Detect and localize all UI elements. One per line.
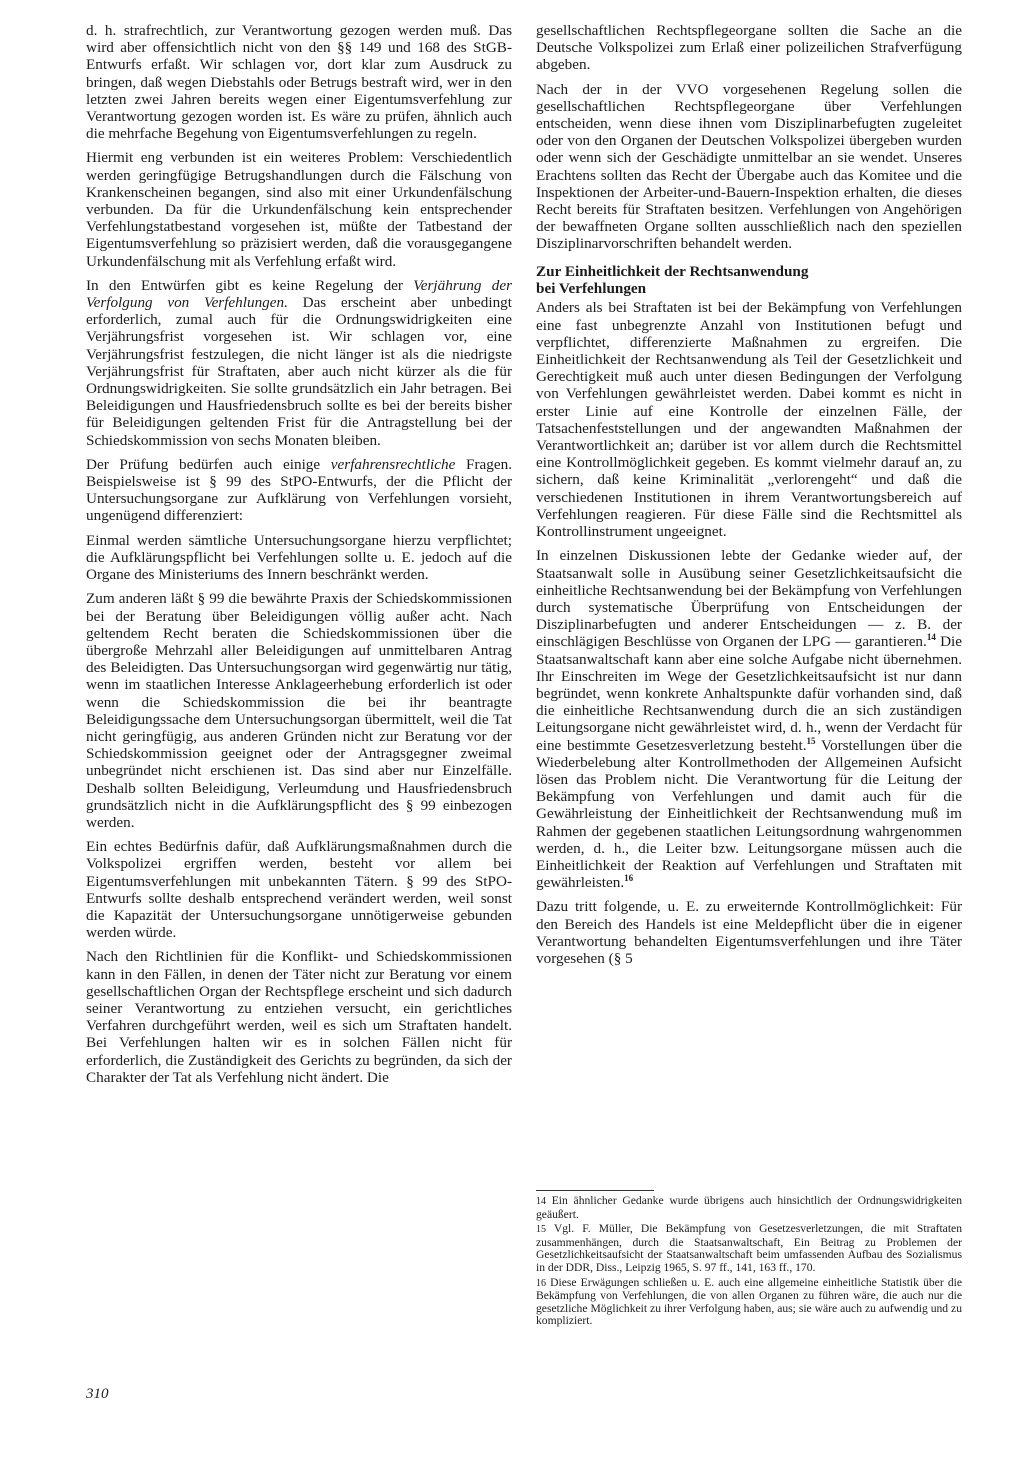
footnotes (536, 1190, 962, 1330)
paragraph: Ein echtes Bedürfnis dafür, daß Aufklärungsmaßnahmen durch die Volkspolizei ergriffen werden, besteht vor allem bei Eigentumsverfehlungen mit unbekannten Tätern. § 99 des StPO-Entwurfs sollte deshalb entsprechend verändert werden, weil sonst die Kapazität der Untersuchungsorgane unnötigerweise gebunden werden würde. (86, 838, 512, 942)
footnote-number: 15 (536, 1224, 546, 1236)
footnote-divider (536, 1190, 654, 1191)
paragraph: d. h. strafrechtlich, zur Verantwortung gezogen werden muß. Das wird aber offensichtlich nicht von den §§ 149 und 168 des StGB-Entwurfs erfaßt. Wir schlagen vor, dort klar zum Ausdruck zu bringen, daß wegen Diebstahls oder Betrugs bestraft wird, wer in den letzten zwei Jahren bereits wegen einer Eigentumsverfehlung zur Verantwortung gezogen worden ist. Es wäre zu prüfen, ähnlich auch die mehrfache Begehung von Eigentumsverfehlungen zu regeln. (86, 22, 512, 143)
section-heading (536, 263, 962, 298)
italic-term: verfahrensrechtliche (330, 455, 456, 473)
paragraph: Anders als bei Straftaten ist bei der Bekämpfung von Verfehlungen eine fast unbegrenzte Anzahl von Institutionen befugt und verpflichtet, differenzierte Maßnahmen zu ergreifen. Die Einheitlichkeit der Rechtsanwendung als Teil der Gesetzlichkeit und Gerechtigkeit muß auch unter diesen Bedingungen der Verfolgung von Verfehlungen gewährleistet werden. Dabei kommt es nicht in erster Linie auf eine Kontrolle der einzelnen Fälle, der Tatsachenfeststellungen und der angewandten Maßnahmen der Verantwortlichkeit an; darüber ist vor allem durch die Rechtsmittel eine Kontrollmöglichkeit gegeben. Es kommt vielmehr darauf an, zu sichern, daß keine Kriminalität „verlorengeht“ und daß die verschiedenen Institutionen in ihrem Verantwortungsbereich auf Verfehlungen reagieren. Für diese Fälle sind die Rechtsmittel als Kontrollinstrument ungeeignet. (536, 299, 962, 541)
footnote-ref[interactable]: 14 (926, 632, 936, 643)
text-run: Vorstellungen über die Wiederbelebung alter Kontrollmethoden der Allgemeinen Aufsicht lösen das Problem nicht. Die Verantwortung für die Leitung der Bekämpfung von Verfehlungen und damit auch für die Gewährleistung der Einheitlichkeit der Rechtsanwendung muß im Rahmen der gegebenen staatlichen Leitungsordnung wahrgenommen werden, d. h., die Leiter bzw. Leitungsorgane müssen auch die Einheitlichkeit der Reaktion auf Verfehlungen und Straftaten mit gewährleisten. (536, 736, 962, 892)
text-run: In einzelnen Diskussionen lebte der Gedanke wieder auf, der Staatsanwalt solle in Ausübung seiner Gesetzlichkeitsaufsicht die einheitliche Rechtsanwendung bei der Bekämpfung von Verfehlungen durch systematische Überprüfung von Entscheidungen der Disziplinarbefugten und anderer Entscheidungen — z. B. der einschlägigen Beschlüsse von Organen der LPG — garantieren. (536, 547, 962, 651)
right-column (536, 22, 962, 974)
italic-term: Verjährung der Verfolgung von Verfehlungen. (86, 276, 512, 312)
footnote-text: Diese Erwägungen schließen u. E. auch eine allgemeine einheitliche Statistik über die Bekämpfung von Verfehlungen, die von allen Organen zu führen wäre, die auch nur die gesetzliche Möglichkeit zu ihrer Verfolgung haben, aus; sie wäre auch zu aufwendig und zu kompliziert. (536, 1275, 962, 1328)
footnote (536, 1277, 962, 1328)
page-number: 310 (86, 1386, 109, 1402)
heading-line: bei Verfehlungen (536, 280, 647, 298)
footnote-ref[interactable]: 15 (806, 735, 816, 746)
footnote (536, 1195, 962, 1221)
text-run: Die Staatsanwaltschaft kann aber eine solche Aufgabe nicht übernehmen. Ihr Einschreiten im Wege der Gesetzlichkeitsaufsicht ist nur dann begründet, wenn konkrete Anhaltspunkte dafür vorhanden sind, daß die einheitliche Rechtsanwendung durch die an sich zuständigen Leitungsorgane nicht gewährleistet wird, d. h., wenn der Verdacht für eine bestimmte Gesetzesverletzung besteht. (536, 633, 962, 754)
paragraph-kontrolle (536, 547, 962, 891)
text-run: Fragen. Beispielsweise ist § 99 des StPO-Entwurfs, der die Pflicht der Untersuchungsorgane zur Aufklärung von Verfehlungen vorsieht, ungenügend differenziert: (86, 455, 512, 525)
paragraph: Einmal werden sämtliche Untersuchungsorgane hierzu verpflichtet; die Aufklärungspflicht bei Verfehlungen sollte u. E. jedoch auf die Organe des Ministeriums des Innern beschränkt werden. (86, 531, 512, 584)
paragraph: Nach den Richtlinien für die Konflikt- und Schiedskommissionen kann in den Fällen, in denen der Täter nicht zur Beratung vor einem gesellschaftlichen Organ der Rechtspflege erscheint und sich dadurch seiner Verantwortung zu entziehen versucht, ein gerichtliches Verfahren durchgeführt werden, weil es sich um Straftaten handelt. Bei Verfehlungen halten wir es in solchen Fällen nicht für erforderlich, die Zuständigkeit des Gerichts zu begründen, da sich der Charakter der Tat als Verfehlung nicht ändert. Die (86, 948, 512, 1086)
paragraph: gesellschaftlichen Rechtspflegeorgane sollten die Sache an die Deutsche Volkspolizei zum Erlaß einer polizeilichen Strafverfügung abgeben. (536, 22, 962, 74)
paragraph: Hiermit eng verbunden ist ein weiteres Problem: Verschiedentlich werden geringfügige Betrugshandlungen durch die Fälschung von Krankenscheinen begangen, sind also mit einer Urkundenfälschung verbunden. Da für die Urkundenfälschung kein entsprechender Verfehlungstatbestand vorgesehen ist, müßte der Tatbestand der Eigentumsverfehlung so präzisiert werden, daß die vorausgegangene Urkundenfälschung mit als Verfehlung erfaßt wird. (86, 149, 512, 270)
paragraph-verjaehrung (86, 277, 512, 449)
paragraph: Dazu tritt folgende, u. E. zu erweiternde Kontrollmöglichkeit: Für den Bereich des Handels ist eine Meldepflicht über die in eigener Verantwortung behandelten Eigentumsverfehlungen und ihre Täter vorgesehen (§ 5 (536, 898, 962, 967)
paragraph: Zum anderen läßt § 99 die bewährte Praxis der Schiedskommissionen bei der Beratung über Beleidigungen völlig außer acht. Nach geltendem Recht beraten die Schiedskommissionen über die übergroße Mehrzahl aller Beleidigungen auf unmittelbaren Antrag des Beleidigten. Das Untersuchungsorgan wird gegenwärtig nur tätig, wenn im staatlichen Interesse Anklageerhebung erforderlich ist oder wenn die Schiedskommission die bei ihr beantragte Beleidigungssache dem Untersuchungsorgan übermittelt, weil die Tat nicht geringfügig, aus anderen Gründen nicht zur Beratung vor der Schiedskommission geeignet oder der Antragsgegner zweimal unbegründet nicht erschienen ist. Das sind aber nur Einzelfälle. Deshalb sollten Beleidigung, Verleumdung und Hausfriedensbruch grundsätzlich nicht in die Aufklärungspflicht des § 99 einbezogen werden. (86, 590, 512, 831)
footnote (536, 1223, 962, 1274)
heading-line: Zur Einheitlichkeit der Rechtsanwendung (536, 262, 809, 280)
left-column (86, 22, 512, 1093)
footnote-text: Vgl. F. Müller, Die Bekämpfung von Gesetzesverletzungen, die mit Straftaten zusammenhängen, durch die Staatsanwaltschaft, Ein Beitrag zu Problemen der Gesetzlichkeitsaufsicht der Staatsanwaltschaft beim umfassenden Aufbau des Sozialismus in der DDR, Diss., Leipzig 1965, S. 97 ff., 141, 163 ff., 170. (536, 1222, 962, 1274)
text-run: Das erscheint aber unbedingt erforderlich, zumal auch für die Ordnungswidrigkeiten eine Verjährungsfrist vorgesehen ist. Wir schlagen vor, eine Verjährungsfrist festzulegen, die nicht länger ist als die niedrigste Verjährungsfrist für Straftaten, aber auch nicht kürzer als die für Ordnungswidrigkeiten. Sie sollte grundsätzlich ein Jahr betragen. Bei Beleidigungen und Hausfriedensbruch sollte es bei der bereits bisher für Beleidigungen geltenden Frist für die Antragstellung bei der Schiedskommission von sechs Monaten bleiben. (86, 294, 512, 449)
paragraph: Nach der in der VVO vorgesehenen Regelung sollen die gesellschaftlichen Rechtspflegeorgane über Verfehlungen entscheiden, wenn diese ihnen vom Disziplinarbefugten zugeleitet oder von den Organen der Deutschen Volkspolizei übergeben wurden oder wenn sich der Geschädigte unmittelbar an sie wendet. Unseres Erachtens sollten das Recht der Übergabe auch das Komitee und die Inspektionen der Arbeiter-und-Bauern-Inspektion erhalten, die dieses Recht bereits für Straftaten besitzen. Verfehlungen von Angehörigen der bewaffneten Organe sollten ausschließlich nach den speziellen Disziplinarvorschriften behandelt werden. (536, 80, 962, 253)
footnote-number: 16 (536, 1277, 546, 1289)
footnote-ref[interactable]: 16 (624, 873, 634, 884)
footnote-text: Ein ähnlicher Gedanke wurde übrigens auch hinsichtlich der Ordnungswidrigkeiten geäußert. (536, 1194, 962, 1221)
text-run: Der Prüfung bedürfen auch einige (86, 455, 331, 473)
footnote-number: 14 (536, 1196, 546, 1207)
paragraph-verfahren (86, 456, 512, 525)
text-run: In den Entwürfen gibt es keine Regelung der (86, 276, 414, 294)
